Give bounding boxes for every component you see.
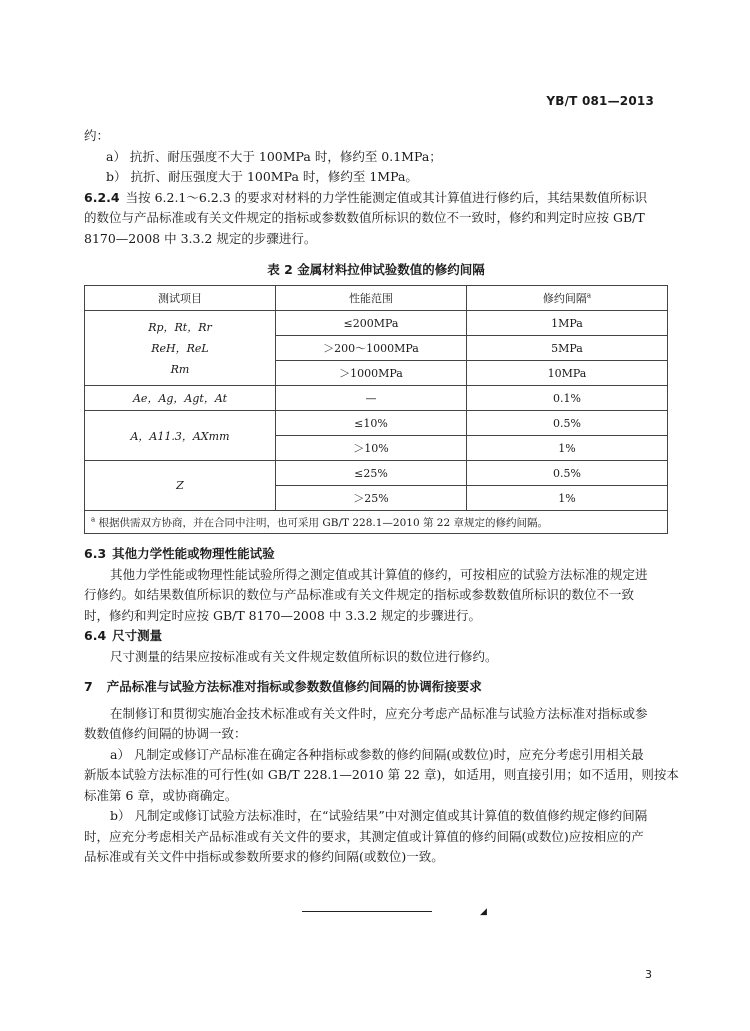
table-header-row xyxy=(85,286,668,311)
range-cell: ≤10% xyxy=(276,411,467,436)
table-row xyxy=(85,386,668,411)
list-item-b: b） 抗折、耐压强度大于 100MPa 时，修约至 1MPa。 xyxy=(106,169,418,184)
range-cell: ＞1000MPa xyxy=(276,361,467,386)
footnote-marker: a xyxy=(586,291,592,300)
footnote-text: 根据供需双方协商，并在合同中注明，也可采用 GB/T 228.1—2010 第 22 章规定的修约间隔。 xyxy=(98,516,549,529)
paragraph-line: a） 凡制定或修订产品标准在确定各种指标或参数的修约间隔(或数位)时，应充分考虑引用相关最 xyxy=(110,746,644,762)
item-cell-strength xyxy=(85,311,276,386)
range-cell: ＞25% xyxy=(276,486,467,511)
header-label: 修约间隔 xyxy=(542,292,587,305)
paragraph-line: 品标准或有关文件中指标或参数所要求的修约间隔(或数位)一致。 xyxy=(84,849,444,864)
interval-cell: 0.1% xyxy=(467,386,668,411)
section-number: 6.2.4 xyxy=(84,189,120,205)
interval-cell: 1MPa xyxy=(467,311,668,336)
rounding-interval-table xyxy=(84,285,668,534)
footnote-marker: a xyxy=(91,515,96,523)
section-number: 7 xyxy=(84,679,93,694)
header-cell xyxy=(467,286,668,311)
scan-mark: ◢ xyxy=(480,907,487,917)
interval-cell: 0.5% xyxy=(467,411,668,436)
interval-cell: 1% xyxy=(467,486,668,511)
list-item-a: a） 抗折、耐压强度不大于 100MPa 时，修约至 0.1MPa； xyxy=(106,148,442,164)
paragraph-line: 时，修约和判定时应按 GB/T 8170—2008 中 3.3.2 规定的步骤进行。 xyxy=(84,607,482,623)
section-6-2-4 xyxy=(84,188,668,209)
section-number: 6.3 xyxy=(84,546,107,561)
paragraph-line: 8170—2008 中 3.3.2 规定的步骤进行。 xyxy=(84,230,317,246)
item-cell-reduction-of-area: Z xyxy=(85,461,276,511)
interval-cell: 0.5% xyxy=(467,461,668,486)
paragraph-line: 当按 6.2.1～6.2.3 的要求对材料的力学性能测定值或其计算值进行修约后，其结果数值所标识 xyxy=(125,189,648,205)
section-7-heading xyxy=(84,677,668,698)
paragraph-line: b） 凡制定或修订试验方法标准时，在“试验结果”中对测定值或其计算值的数值修约规定修约间隔 xyxy=(110,808,648,823)
table-row xyxy=(85,411,668,436)
section-title: 尺寸测量 xyxy=(112,628,163,643)
page-number: 3 xyxy=(645,968,652,981)
paragraph-line: 新版本试验方法标准的可行性(如 GB/T 228.1—2010 第 22 章)，如适用，则直接引用；如不适用，则按本 xyxy=(84,767,679,782)
section-title: 产品标准与试验方法标准对指标或参数数值修约间隔的协调衔接要求 xyxy=(106,679,482,694)
table-row xyxy=(85,461,668,486)
section-title: 其他力学性能或物理性能试验 xyxy=(112,546,275,561)
table-caption: 表 2 金属材料拉伸试验数值的修约间隔 xyxy=(267,262,485,277)
paragraph-line: 时，应充分考虑相关产品标准或有关文件的要求，其测定值或计算值的修约间隔(或数位)应按相应的产 xyxy=(84,828,644,844)
item-line: ReH，ReL xyxy=(151,341,209,355)
interval-cell: 1% xyxy=(467,436,668,461)
interval-cell: 10MPa xyxy=(467,361,668,386)
paragraph-line: 其他力学性能或物理性能试验所得之测定值或其计算值的修约，可按相应的试验方法标准的规定进 xyxy=(110,566,648,582)
document-code: YB/T 081—2013 xyxy=(546,94,654,108)
interval-cell: 5MPa xyxy=(467,336,668,361)
section-6-4-heading xyxy=(84,626,668,647)
item-line: Rp，Rt，Rr xyxy=(148,320,212,334)
page-body xyxy=(84,126,679,868)
range-cell: ≤200MPa xyxy=(276,311,467,336)
range-cell: ＞200～1000MPa xyxy=(276,336,467,361)
paragraph-line: 标准第 6 章，或协商确定。 xyxy=(84,787,238,803)
end-rule xyxy=(302,911,432,912)
paragraph-line: 的数位与产品标准或有关文件规定的指标或参数数值所标识的数位不一致时，修约和判定时应按 GB/T xyxy=(84,210,645,225)
intro-line: 约： xyxy=(84,128,110,143)
section-number: 6.4 xyxy=(84,628,107,643)
paragraph-line: 行修约。如结果数值所标识的数位与产品标准或有关文件规定的指标或参数数值所标识的数位不一致 xyxy=(84,587,635,602)
paragraph-line: 尺寸测量的结果应按标准或有关文件规定数值所标识的数位进行修约。 xyxy=(110,648,498,664)
range-cell: ≤25% xyxy=(276,461,467,486)
item-line: Rm xyxy=(170,362,190,376)
item-cell-elongation: Ae，Ag，Agt，At xyxy=(85,386,276,411)
table-row xyxy=(85,311,668,336)
range-cell: ＞10% xyxy=(276,436,467,461)
section-6-3-heading xyxy=(84,544,668,565)
header-cell: 性能范围 xyxy=(276,286,467,311)
table-note-row xyxy=(85,511,668,534)
table-footnote xyxy=(85,511,668,534)
item-cell-elongation-after-fracture: A，A11.3，AXmm xyxy=(85,411,276,461)
range-cell: — xyxy=(276,386,467,411)
paragraph-line: 数数值修约间隔的协调一致： xyxy=(84,726,247,741)
paragraph-line: 在制修订和贯彻实施冶金技术标准或有关文件时，应充分考虑产品标准与试验方法标准对指标或参 xyxy=(110,705,648,721)
header-cell: 测试项目 xyxy=(85,286,276,311)
